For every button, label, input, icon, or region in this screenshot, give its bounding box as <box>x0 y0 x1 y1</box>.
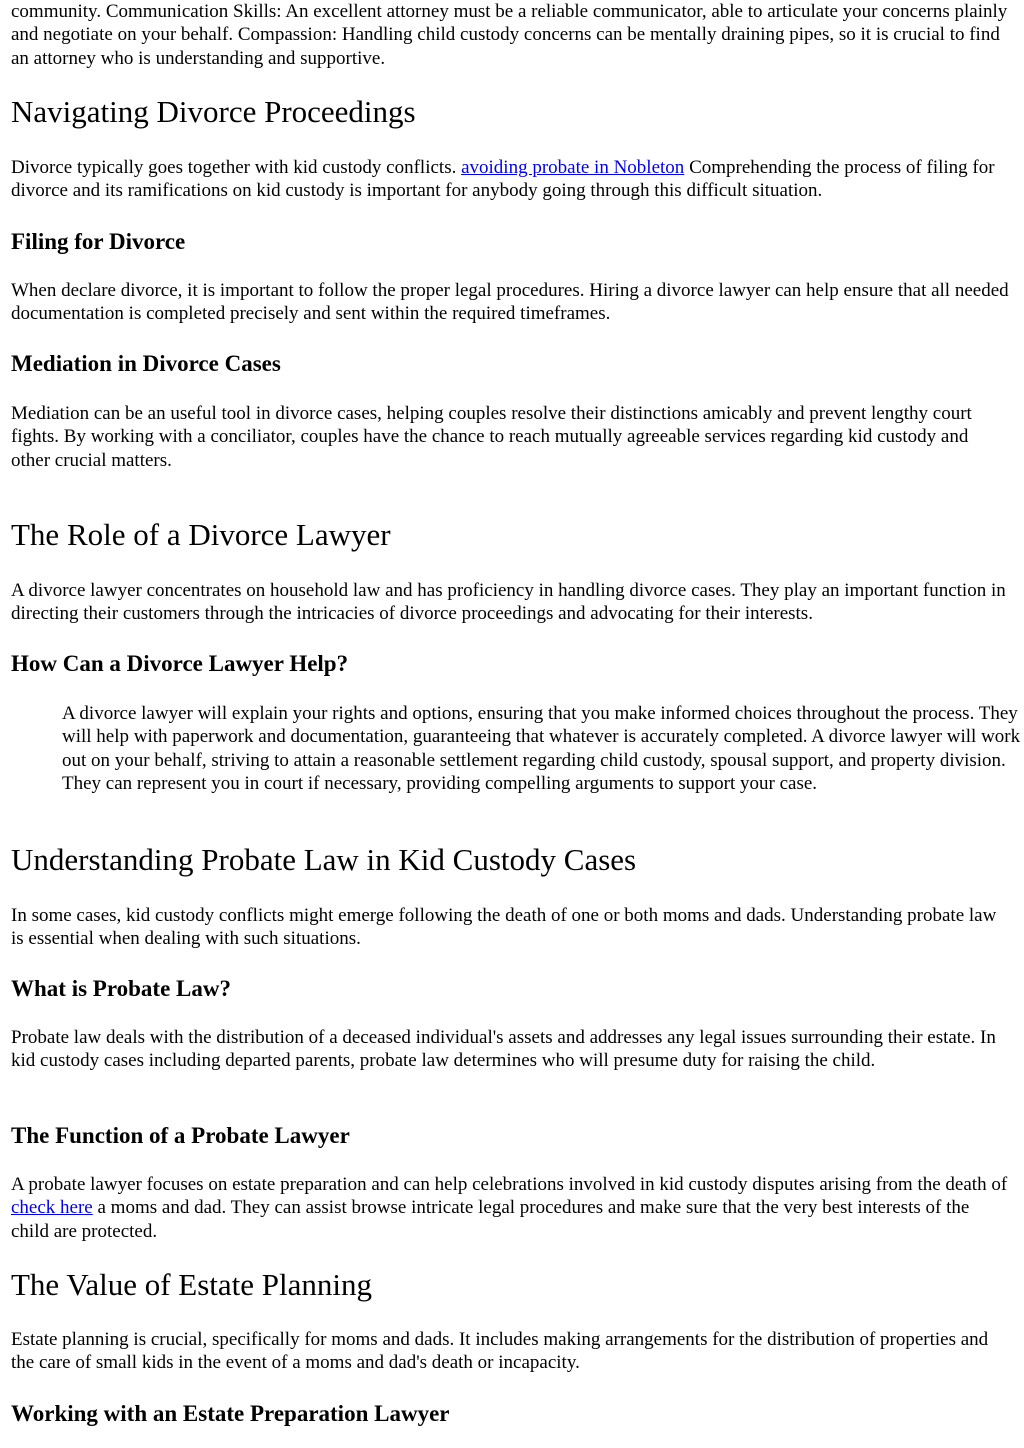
paragraph-navigating <box>11 156 1010 203</box>
heading-filing-for-divorce: Filing for Divorce <box>11 229 186 254</box>
paragraph-estate-planning: Estate planning is crucial, specifically for moms and dads. It includes making arrangements for the distribution of properties and the care of small kids in the event of a moms and dad's death or incapacity. <box>11 1329 989 1374</box>
heading-working-with-estate-lawyer: Working with an Estate Preparation Lawyer <box>11 1401 450 1426</box>
paragraph-what-is-probate: Probate law deals with the distribution of a deceased individual's assets and addresses any legal issues surrounding their estate. In kid custody cases including departed parents, probate law determines who will presume duty for raising the child. <box>11 1027 996 1072</box>
paragraph-lawyer-help: A divorce lawyer will explain your rights and options, ensuring that you make informed choices throughout the process. They will help with paperwork and documentation, guaranteeing that whatever is accurately completed. A divorce lawyer will work out on your behalf, striving to attain a reasonable settlement regarding child custody, spousal support, and property division. They can represent you in court if necessary, providing compelling arguments to support your case. <box>62 703 1021 794</box>
check-here-link[interactable]: check here <box>11 1197 93 1219</box>
paragraph-mediation: Mediation can be an useful tool in divorce cases, helping couples resolve their distinctions amicably and prevent lengthy court fights. By working with a conciliator, couples have the chance to reach mutually agreeable services regarding kid custody and other crucial matters. <box>11 403 972 471</box>
heading-what-is-probate-law: What is Probate Law? <box>11 976 231 1001</box>
heading-understanding-probate-law: Understanding Probate Law in Kid Custody Cases <box>11 842 637 877</box>
paragraph-function-text-end: a moms and dad. They can assist browse intricate legal procedures and make sure that the very best interests of the child are protected. <box>11 1197 970 1242</box>
paragraph-probate: In some cases, kid custody conflicts might emerge following the death of one or both moms and dads. Understanding probate law is essential when dealing with such situations. <box>11 905 997 950</box>
paragraph-function-probate-lawyer <box>11 1173 1010 1243</box>
heading-role-of-divorce-lawyer: The Role of a Divorce Lawyer <box>11 517 391 552</box>
paragraph-navigating-text-end: Comprehending the process of filing for divorce and its ramifications on kid custody is important for anybody going through this difficult situation. <box>11 157 995 202</box>
heading-how-can-lawyer-help: How Can a Divorce Lawyer Help? <box>11 651 349 676</box>
intro-paragraph: community. Communication Skills: An excellent attorney must be a reliable communicator, able to articulate your concerns plainly and negotiate on your behalf. Compassion: Handling child custody concerns can be mentally draining pipes, so it is crucial to find an attorney who is understanding and supportive. <box>11 1 1008 69</box>
heading-value-of-estate-planning: The Value of Estate Planning <box>11 1267 373 1302</box>
avoiding-probate-link[interactable]: avoiding probate in Nobleton <box>461 157 685 178</box>
heading-navigating-divorce-proceedings: Navigating Divorce Proceedings <box>11 94 416 129</box>
heading-mediation: Mediation in Divorce Cases <box>11 351 281 376</box>
paragraph-filing: When declare divorce, it is important to follow the proper legal procedures. Hiring a divorce lawyer can help ensure that all needed documentation is completed precisely and sent within the required timeframes. <box>11 280 1009 325</box>
paragraph-navigating-text-start: Divorce typically goes together with kid custody conflicts. <box>11 157 462 178</box>
paragraph-function-text-start: A probate lawyer focuses on estate preparation and can help celebrations involved in kid custody disputes arising from the death of <box>11 1174 1008 1195</box>
blockquote-lawyer-help <box>11 702 1024 795</box>
paragraph-role: A divorce lawyer concentrates on household law and has proficiency in handling divorce cases. They play an important function in directing their customers through the intricacies of divorce proceedings and advocating for their interests. <box>11 580 1006 625</box>
heading-function-of-probate-lawyer: The Function of a Probate Lawyer <box>11 1123 350 1148</box>
